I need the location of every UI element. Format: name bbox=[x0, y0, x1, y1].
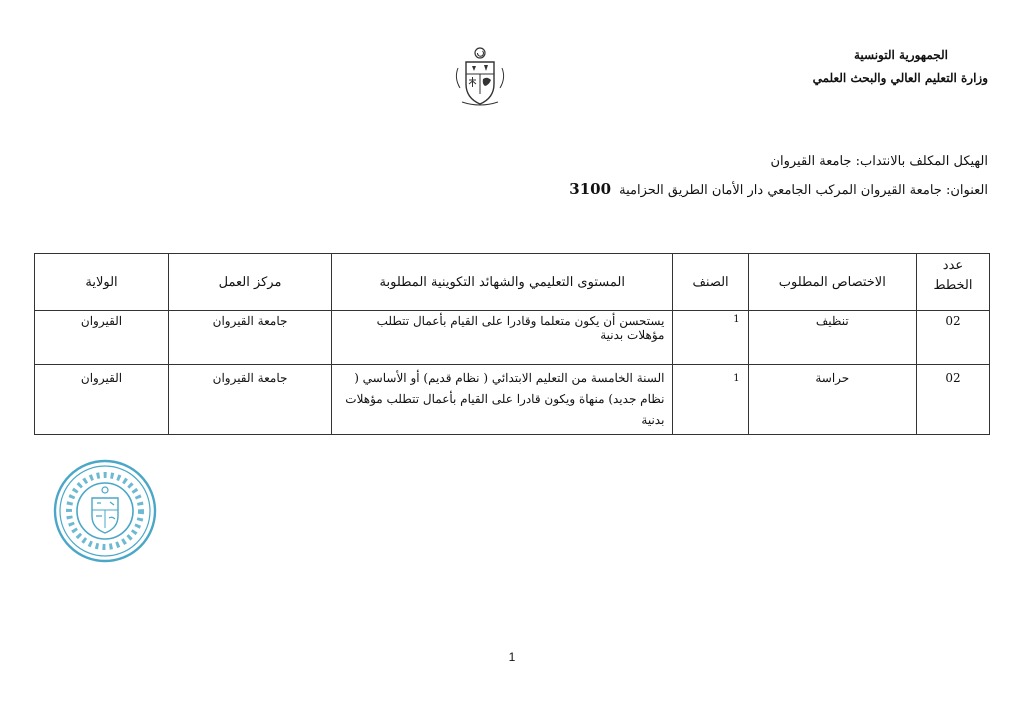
header-workplace: مركز العمل bbox=[169, 254, 332, 311]
table-row bbox=[35, 311, 990, 365]
cell-count: 02 bbox=[916, 365, 989, 435]
address-label: العنوان: bbox=[945, 183, 988, 198]
cell-state: القيروان bbox=[35, 365, 169, 435]
cell-state: القيروان bbox=[35, 311, 169, 365]
recruiting-body bbox=[770, 154, 988, 169]
address-value: جامعة القيروان المركب الجامعي دار الأمان الطريق الحزامية bbox=[619, 183, 942, 198]
table-header-row bbox=[35, 254, 990, 311]
header-level: المستوى التعليمي والشهائد التكوينية المطلوبة bbox=[332, 254, 673, 311]
cell-specialty: حراسة bbox=[748, 365, 916, 435]
ministry-name: وزارة التعليم العالي والبحث العلمي bbox=[812, 71, 988, 85]
cell-level: يستحسن أن يكون متعلما وقادرا على القيام بأعمال تتطلب مؤهلات بدنية bbox=[332, 311, 673, 365]
cell-workplace: جامعة القيروان bbox=[169, 311, 332, 365]
page-number: 1 bbox=[508, 650, 516, 664]
table-row bbox=[35, 365, 990, 435]
cell-specialty: تنظيف bbox=[748, 311, 916, 365]
cell-grade: 1 bbox=[673, 311, 748, 365]
address bbox=[569, 180, 988, 198]
header-grade: الصنف bbox=[673, 254, 748, 311]
header-count: عدد الخطط bbox=[916, 254, 989, 311]
republic-name: الجمهورية التونسية bbox=[853, 48, 948, 62]
recruiting-body-value: جامعة القيروان bbox=[770, 154, 852, 169]
postal-code: 3100 bbox=[569, 180, 612, 198]
cell-grade: 1 bbox=[673, 365, 748, 435]
cell-workplace: جامعة القيروان bbox=[169, 365, 332, 435]
ministry-stamp-icon bbox=[52, 458, 158, 564]
header-state: الولاية bbox=[35, 254, 169, 311]
ministry-header bbox=[813, 44, 988, 90]
tunisia-coat-of-arms-icon bbox=[452, 46, 508, 106]
recruiting-body-label: الهيكل المكلف بالانتداب: bbox=[855, 154, 988, 169]
cell-count: 02 bbox=[916, 311, 989, 365]
positions-table bbox=[34, 253, 990, 435]
cell-level: السنة الخامسة من التعليم الابتدائي ( نظام قديم) أو الأساسي ( نظام جديد) منهاة ويكون قادرا على القيام بأعمال تتطلب مؤهلات بدنية bbox=[332, 365, 673, 435]
header-specialty: الاختصاص المطلوب bbox=[748, 254, 916, 311]
